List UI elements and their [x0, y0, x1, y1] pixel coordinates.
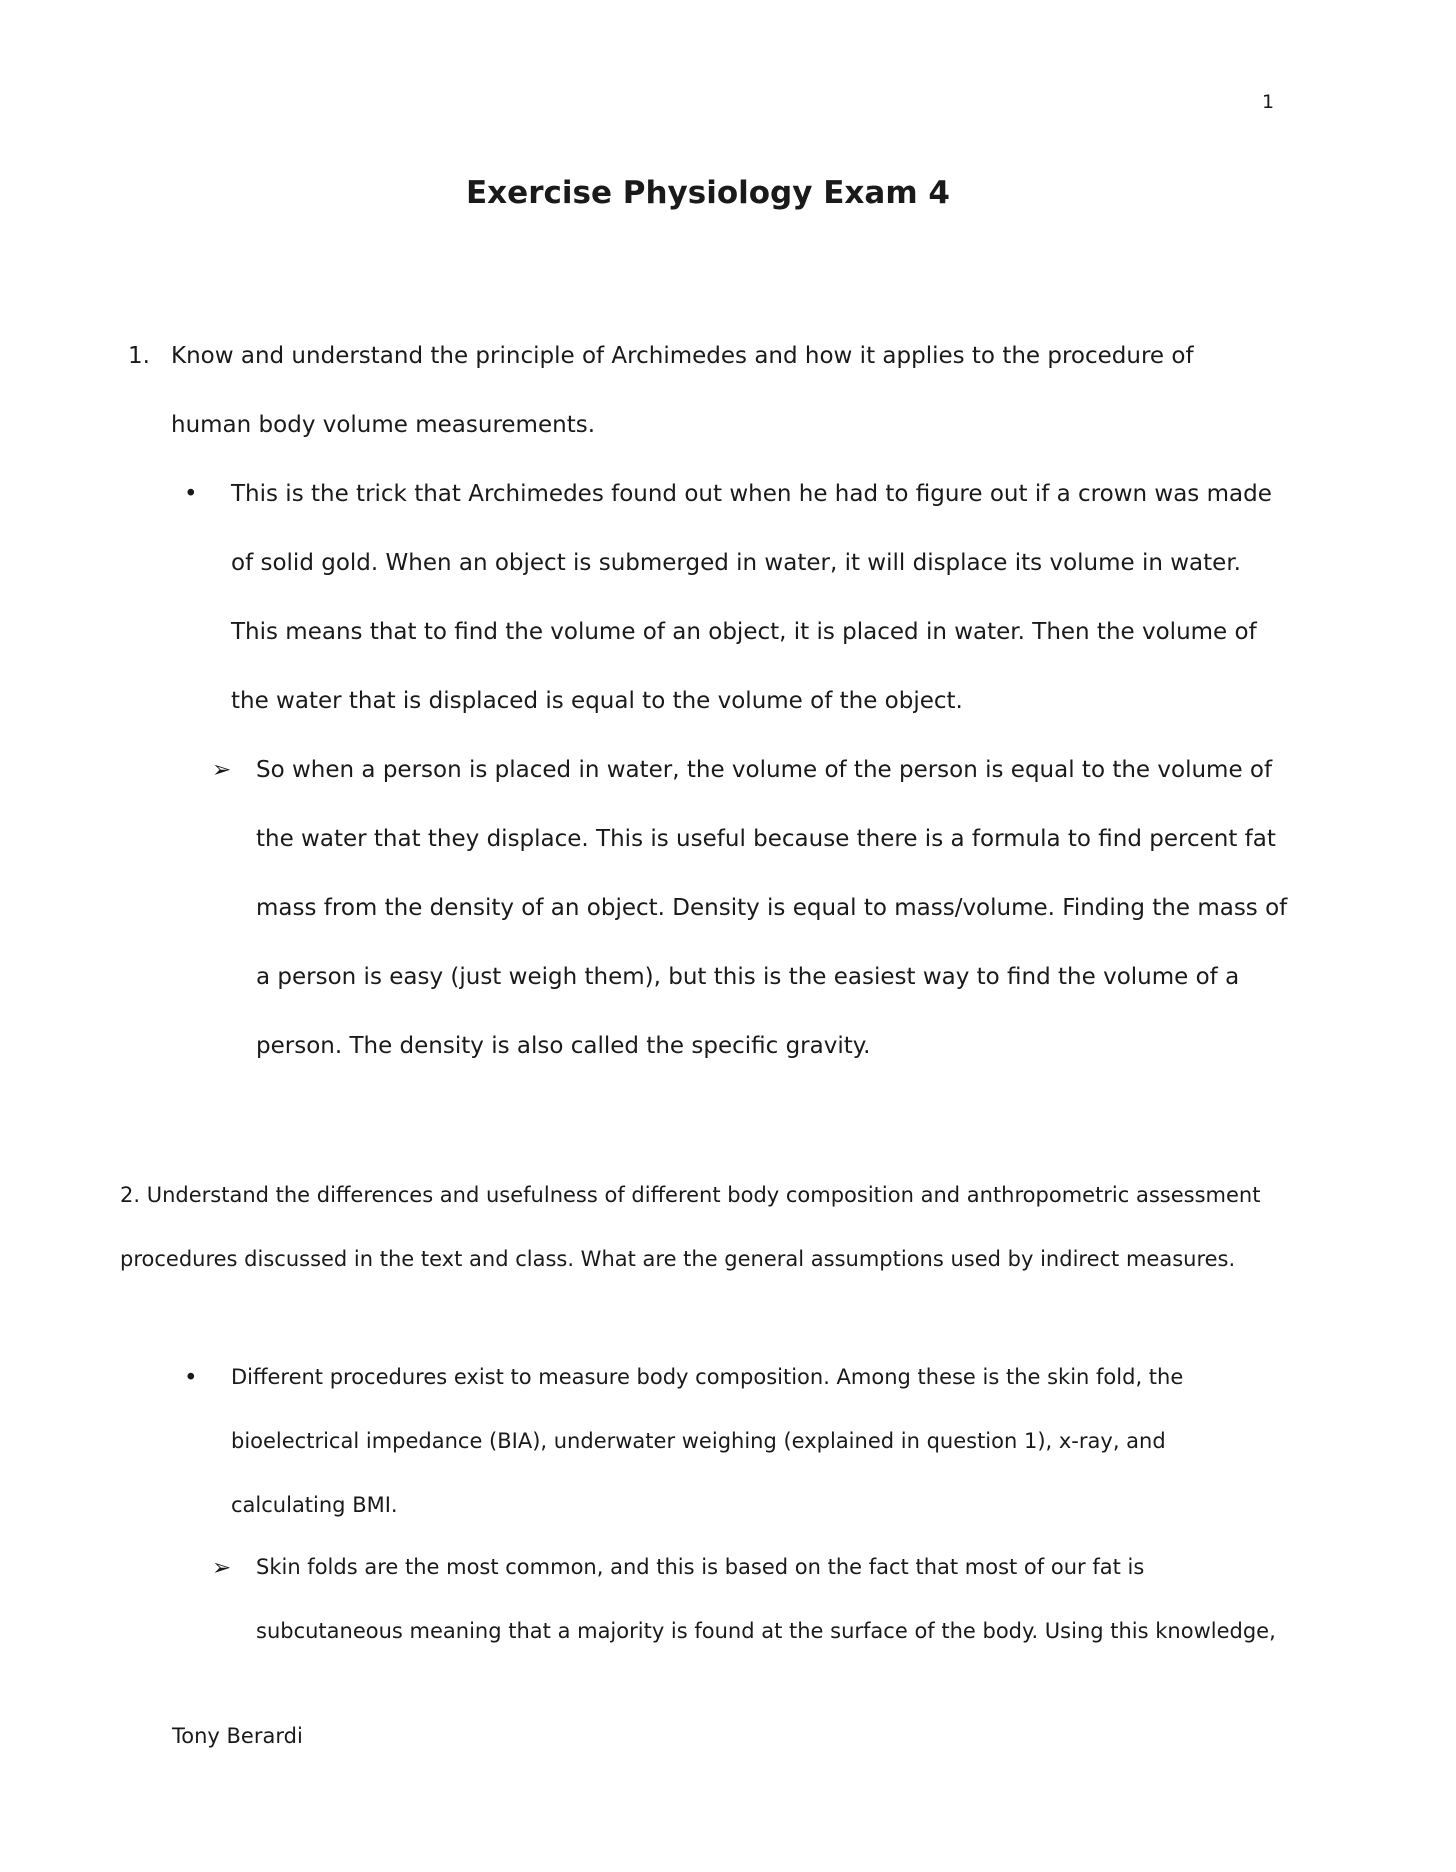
question-2-text: 2. Understand the differences and usefulness of different body composition and anthropometric assessment procedures discussed in the text and class. What are the general assumptions used by indirect measures.: [120, 1183, 1261, 1271]
question-1-bullet-marker: •: [184, 481, 198, 507]
question-2-bullet-marker: •: [184, 1365, 198, 1391]
question-1-arrow-marker: ➢: [212, 757, 232, 783]
question-2-bullet-text: Different procedures exist to measure body composition. Among these is the skin fold, the bioelectrical impedance (BIA), underwater weighing (explained in question 1), x-ray, and calculating BMI.: [231, 1365, 1184, 1517]
question-2-sub-text: Skin folds are the most common, and this is based on the fact that most of our fat is subcutaneous meaning that a majority is found at the surface of the body. Using this knowledge,: [256, 1555, 1276, 1643]
question-1-text: Know and understand the principle of Archimedes and how it applies to the procedure of human body volume measurements.: [171, 343, 1194, 438]
question-1-number: 1.: [128, 343, 150, 369]
question-1-bullet-text: This is the trick that Archimedes found out when he had to figure out if a crown was made of solid gold. When an object is submerged in water, it will displace its volume in water. This means that to find the volume of an object, it is placed in water. Then the volume of the water that is displaced is equal to the volume of the object.: [231, 481, 1272, 714]
question-1-sub-text: So when a person is placed in water, the volume of the person is equal to the volume of the water that they displace. This is useful because there is a formula to find percent fat mass from the density of an object. Density is equal to mass/volume. Finding the mass of a person is easy (just weigh them), but this is the easiest way to find the volume of a person. The density is also called the specific gravity.: [256, 757, 1288, 1059]
document-title: Exercise Physiology Exam 4: [466, 175, 950, 211]
footer-author: Tony Berardi: [172, 1724, 303, 1748]
question-2-arrow-marker: ➢: [212, 1555, 232, 1581]
page-number: 1: [1262, 91, 1275, 113]
